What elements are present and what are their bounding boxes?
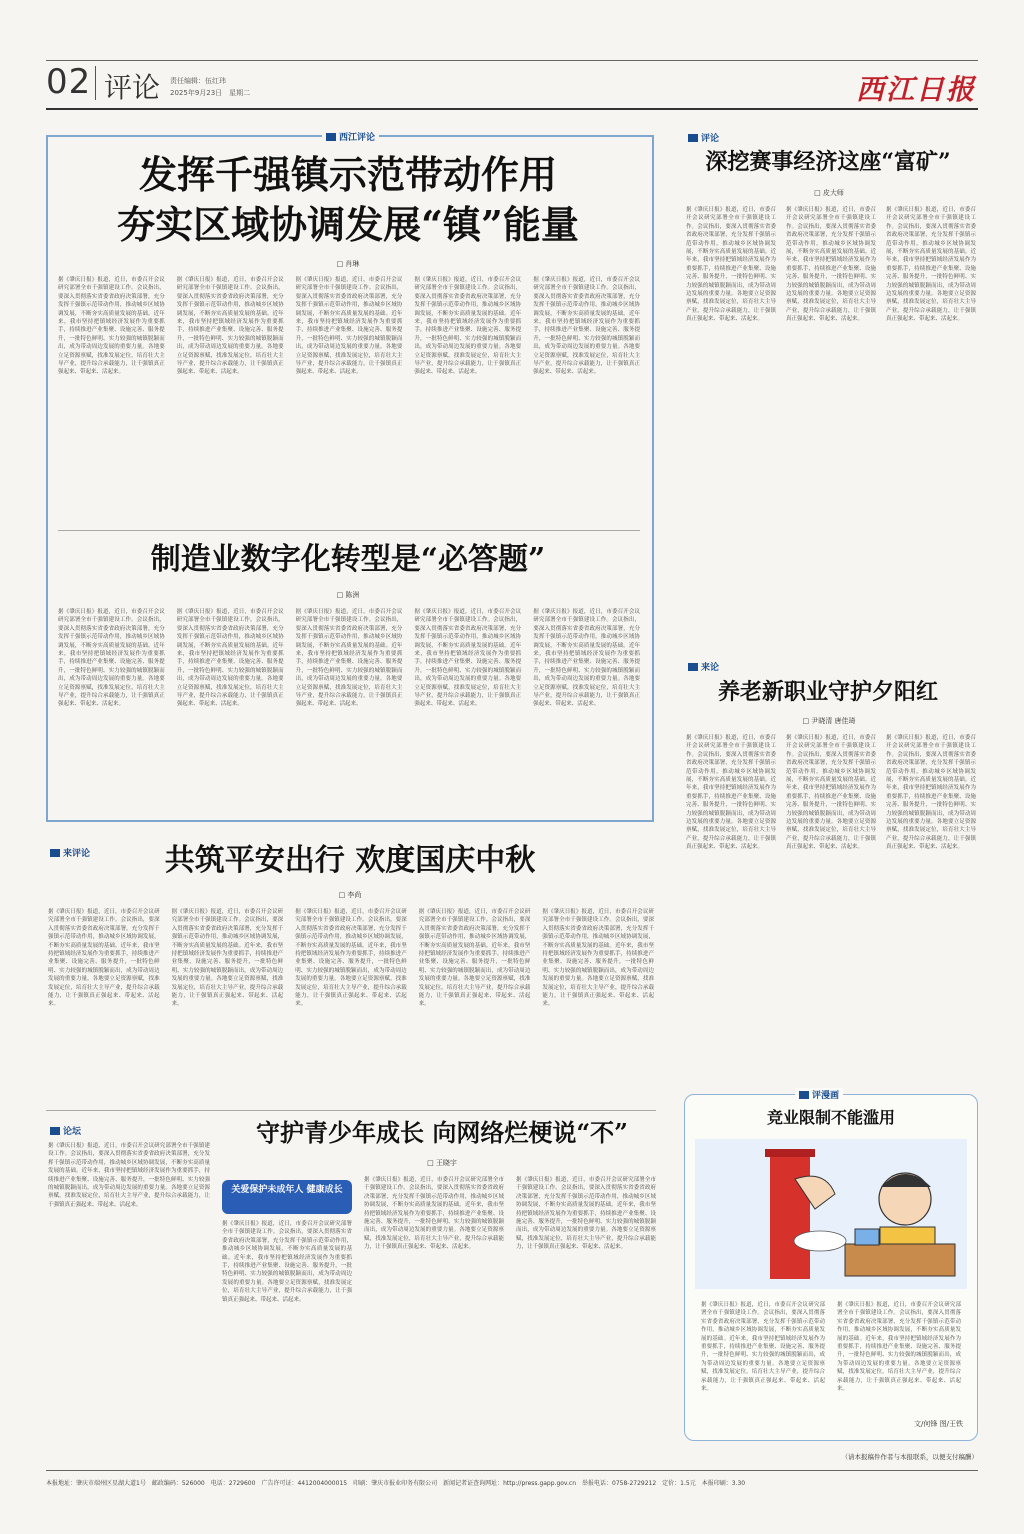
cartoon-title: 竞业限制不能滥用 bbox=[766, 1108, 895, 1127]
article-title-a6: 守护青少年成长 向网络烂梗说“不” bbox=[256, 1118, 628, 1147]
cartoon-credit: 文/何锋 图/王铁 bbox=[914, 1420, 963, 1428]
tag-square-icon bbox=[50, 1127, 60, 1135]
tag-square-icon bbox=[688, 134, 698, 142]
body-column: 据《肇庆日报》报道，近日，市委召开会议研究部署全市千强镇建设工作。会议指出，要深入贯彻落实省委省政府决策部署，充分发挥千强镇示范带动作用，推动城乡区域协调发展，不断夯实高质量发展的基础。近年来，我市坚持把镇域经济发展作为重要抓手，持续推进产业集聚、设施完善、服务提升，一批特色鲜明、实力较强的城镇脱颖而出，成为带动周边发展的重要力量。各地要立足资源禀赋，找准发展定位，培育壮大主导产业，提升综合承载能力，让千强镇真正强起来、带起来、活起来。 bbox=[786, 735, 876, 851]
body-column: 据《肇庆日报》报道，近日，市委召开会议研究部署全市千强镇建设工作。会议指出，要深入贯彻落实省委省政府决策部署，充分发挥千强镇示范带动作用，推动城乡区域协调发展，不断夯实高质量发展的基础。近年来，我市坚持把镇域经济发展作为重要抓手，持续推进产业集聚、设施完善、服务提升，一批特色鲜明、实力较强的城镇脱颖而出，成为带动周边发展的重要力量。各地要立足资源禀赋，找准发展定位，培育壮大主导产业，提升综合承载能力，让千强镇真正强起来、带起来、活起来。 bbox=[222, 1221, 352, 1303]
column-tag-a5-label: 来评论 bbox=[63, 849, 91, 859]
body-column: 据《肇庆日报》报道，近日，市委召开会议研究部署全市千强镇建设工作。会议指出，要深入贯彻落实省委省政府决策部署，充分发挥千强镇示范带动作用，推动城乡区域协调发展，不断夯实高质量发展的基础。近年来，我市坚持把镇域经济发展作为重要抓手，持续推进产业集聚、设施完善、服务提升，一批特色鲜明、实力较强的城镇脱颖而出，成为带动周边发展的重要力量。各地要立足资源禀赋，找准发展定位，培育壮大主导产业，提升综合承载能力，让千强镇真正强起来、带起来、活起来。 bbox=[176, 609, 284, 708]
column-tag-a1 bbox=[322, 130, 379, 143]
body-column: 据《肇庆日报》报道，近日，市委召开会议研究部署全市千强镇建设工作。会议指出，要深入贯彻落实省委省政府决策部署，充分发挥千强镇示范带动作用，推动城乡区域协调发展，不断夯实高质量发展的基础。近年来，我市坚持把镇域经济发展作为重要抓手，持续推进产业集聚、设施完善、服务提升，一批特色鲜明、实力较强的城镇脱颖而出，成为带动周边发展的重要力量。各地要立足资源禀赋，找准发展定位，培育壮大主导产业，提升综合承载能力，让千强镇真正强起来、带起来、活起来。 bbox=[48, 909, 160, 1008]
tag-square-icon bbox=[326, 133, 336, 141]
article-body-a6-under-banner bbox=[222, 1220, 352, 1462]
cartoon-illustration bbox=[695, 1139, 967, 1289]
section-name: 评论 bbox=[104, 71, 161, 104]
article-title-a3: 深挖赛事经济这座“富矿” bbox=[705, 149, 951, 175]
body-column: 据《肇庆日报》报道，近日，市委召开会议研究部署全市千强镇建设工作。会议指出，要深入贯彻落实省委省政府决策部署，充分发挥千强镇示范带动作用，推动城乡区域协调发展，不断夯实高质量发展的基础。近年来，我市坚持把镇域经济发展作为重要抓手，持续推进产业集聚、设施完善、服务提升，一批特色鲜明、实力较强的城镇脱颖而出，成为带动周边发展的重要力量。各地要立足资源禀赋，找准发展定位，培育壮大主导产业，提升综合承载能力，让千强镇真正强起来、带起来、活起来。 bbox=[886, 735, 976, 851]
article-body-a1 bbox=[58, 276, 640, 522]
column-tag-a6-label: 论坛 bbox=[63, 1127, 82, 1137]
article-body-a5 bbox=[48, 908, 654, 1100]
title-line-1: 发挥千强镇示范带动作用 bbox=[138, 152, 557, 197]
column-tag-a1-label: 西江评论 bbox=[339, 133, 376, 143]
body-column: 据《肇庆日报》报道，近日，市委召开会议研究部署全市千强镇建设工作。会议指出，要深入贯彻落实省委省政府决策部署，充分发挥千强镇示范带动作用，推动城乡区域协调发展，不断夯实高质量发展的基础。近年来，我市坚持把镇域经济发展作为重要抓手，持续推进产业集聚、设施完善、服务提升，一批特色鲜明、实力较强的城镇脱颖而出，成为带动周边发展的重要力量。各地要立足资源禀赋，找准发展定位，培育壮大主导产业，提升综合承载能力，让千强镇真正强起来、带起来、活起来。 bbox=[686, 207, 776, 323]
campaign-banner: 关爱保护未成年人 健康成长 bbox=[222, 1180, 352, 1214]
body-column: 据《肇庆日报》报道，近日，市委召开会议研究部署全市千强镇建设工作。会议指出，要深入贯彻落实省委省政府决策部署，充分发挥千强镇示范带动作用，推动城乡区域协调发展，不断夯实高质量发展的基础。近年来，我市坚持把镇域经济发展作为重要抓手，持续推进产业集聚、设施完善、服务提升，一批特色鲜明、实力较强的城镇脱颖而出，成为带动周边发展的重要力量。各地要立足资源禀赋，找准发展定位，培育壮大主导产业，提升综合承载能力，让千强镇真正强起来、带起来、活起来。 bbox=[171, 909, 284, 1008]
body-column: 据《肇庆日报》报道，近日，市委召开会议研究部署全市千强镇建设工作。会议指出，要深入贯彻落实省委省政府决策部署，充分发挥千强镇示范带动作用，推动城乡区域协调发展，不断夯实高质量发展的基础。近年来，我市坚持把镇域经济发展作为重要抓手，持续推进产业集聚、设施完善、服务提升，一批特色鲜明、实力较强的城镇脱颖而出，成为带动周边发展的重要力量。各地要立足资源禀赋，找准发展定位，培育壮大主导产业，提升综合承载能力，让千强镇真正强起来、带起来、活起来。 bbox=[533, 277, 640, 376]
footer-info: 本报地址：肇庆市端州区星湖大道1号 邮政编码：526000 电话：2729600 广告许可证：4412004000015 印刷：肇庆市报业印务有限公司 新闻记者证查询网址：http://press.gapp.gov.cn 举报电话：0758-2729212 定价：1.5元 本报印刷：3.30 bbox=[46, 1480, 746, 1487]
body-column: 据《肇庆日报》报道，近日，市委召开会议研究部署全市千强镇建设工作。会议指出，要深入贯彻落实省委省政府决策部署，充分发挥千强镇示范带动作用，推动城乡区域协调发展，不断夯实高质量发展的基础。近年来，我市坚持把镇域经济发展作为重要抓手，持续推进产业集聚、设施完善、服务提升，一批特色鲜明、实力较强的城镇脱颖而出，成为带动周边发展的重要力量。各地要立足资源禀赋，找准发展定位，培育壮大主导产业，提升综合承载能力，让千强镇真正强起来、带起来、活起来。 bbox=[516, 1177, 656, 1251]
byline-a6: □ 王晓宇 bbox=[427, 1159, 457, 1167]
byline-a2: □ 陈洲 bbox=[336, 591, 360, 599]
title-line-2: 夯实区域协调发展“镇”能量 bbox=[117, 202, 579, 247]
byline-a4: □ 尹晓清 唐佳琦 bbox=[802, 717, 856, 725]
article-body-a3 bbox=[686, 206, 976, 638]
editor-line: 责任编辑：伍红玮 bbox=[170, 77, 226, 85]
date-line: 2025年9月23日 星期二 bbox=[170, 89, 251, 97]
body-column: 据《肇庆日报》报道，近日，市委召开会议研究部署全市千强镇建设工作。会议指出，要深入贯彻落实省委省政府决策部署，充分发挥千强镇示范带动作用，推动城乡区域协调发展，不断夯实高质量发展的基础。近年来，我市坚持把镇域经济发展作为重要抓手，持续推进产业集聚、设施完善、服务提升，一批特色鲜明、实力较强的城镇脱颖而出，成为带动周边发展的重要力量。各地要立足资源禀赋，找准发展定位，培育壮大主导产业，提升综合承载能力，让千强镇真正强起来、带起来、活起来。 bbox=[686, 735, 776, 851]
tag-square-icon bbox=[799, 1091, 809, 1099]
body-column: 据《肇庆日报》报道，近日，市委召开会议研究部署全市千强镇建设工作。会议指出，要深入贯彻落实省委省政府决策部署，充分发挥千强镇示范带动作用，推动城乡区域协调发展，不断夯实高质量发展的基础。近年来，我市坚持把镇域经济发展作为重要抓手，持续推进产业集聚、设施完善、服务提升，一批特色鲜明、实力较强的城镇脱颖而出，成为带动周边发展的重要力量。各地要立足资源禀赋，找准发展定位，培育壮大主导产业，提升综合承载能力，让千强镇真正强起来、带起来、活起来。 bbox=[58, 277, 165, 376]
header-rule bbox=[46, 108, 978, 110]
body-column: 据《肇庆日报》报道，近日，市委召开会议研究部署全市千强镇建设工作。会议指出，要深入贯彻落实省委省政府决策部署，充分发挥千强镇示范带动作用，推动城乡区域协调发展，不断夯实高质量发展的基础。近年来，我市坚持把镇域经济发展作为重要抓手，持续推进产业集聚、设施完善、服务提升，一批特色鲜明、实力较强的城镇脱颖而出，成为带动周边发展的重要力量。各地要立足资源禀赋，找准发展定位，培育壮大主导产业，提升综合承载能力，让千强镇真正强起来、带起来、活起来。 bbox=[886, 207, 976, 323]
body-column: 据《肇庆日报》报道，近日，市委召开会议研究部署全市千强镇建设工作。会议指出，要深入贯彻落实省委省政府决策部署，充分发挥千强镇示范带动作用，推动城乡区域协调发展，不断夯实高质量发展的基础。近年来，我市坚持把镇域经济发展作为重要抓手，持续推进产业集聚、设施完善、服务提升，一批特色鲜明、实力较强的城镇脱颖而出，成为带动周边发展的重要力量。各地要立足资源禀赋，找准发展定位，培育壮大主导产业，提升综合承载能力，让千强镇真正强起来、带起来、活起来。 bbox=[295, 277, 403, 376]
byline-a1: □ 肖琳 bbox=[336, 260, 360, 268]
column-tag-a6 bbox=[46, 1124, 85, 1137]
column-tag-a5 bbox=[46, 846, 94, 859]
body-column: 据《肇庆日报》报道，近日，市委召开会议研究部署全市千强镇建设工作。会议指出，要深入贯彻落实省委省政府决策部署，充分发挥千强镇示范带动作用，推动城乡区域协调发展，不断夯实高质量发展的基础。近年来，我市坚持把镇域经济发展作为重要抓手，持续推进产业集聚、设施完善、服务提升，一批特色鲜明、实力较强的城镇脱颖而出，成为带动周边发展的重要力量。各地要立足资源禀赋，找准发展定位，培育壮大主导产业，提升综合承载能力，让千强镇真正强起来、带起来、活起来。 bbox=[418, 909, 531, 1008]
column-tag-a4-label: 来论 bbox=[701, 663, 720, 673]
column-tag-a3-label: 评论 bbox=[701, 134, 720, 144]
masthead-logo: 西江日报 bbox=[855, 73, 976, 106]
body-column: 据《肇庆日报》报道，近日，市委召开会议研究部署全市千强镇建设工作。会议指出，要深入贯彻落实省委省政府决策部署，充分发挥千强镇示范带动作用，推动城乡区域协调发展，不断夯实高质量发展的基础。近年来，我市坚持把镇域经济发展作为重要抓手，持续推进产业集聚、设施完善、服务提升，一批特色鲜明、实力较强的城镇脱颖而出，成为带动周边发展的重要力量。各地要立足资源禀赋，找准发展定位，培育壮大主导产业，提升综合承载能力，让千强镇真正强起来、带起来、活起来。 bbox=[295, 909, 407, 1008]
article-title-a2: 制造业数字化转型是“必答题” bbox=[150, 542, 546, 577]
body-column: 据《肇庆日报》报道，近日，市委召开会议研究部署全市千强镇建设工作。会议指出，要深入贯彻落实省委省政府决策部署，充分发挥千强镇示范带动作用，推动城乡区域协调发展，不断夯实高质量发展的基础。近年来，我市坚持把镇域经济发展作为重要抓手，持续推进产业集聚、设施完善、服务提升，一批特色鲜明、实力较强的城镇脱颖而出，成为带动周边发展的重要力量。各地要立足资源禀赋，找准发展定位，培育壮大主导产业，提升综合承载能力，让千强镇真正强起来、带起来、活起来。 bbox=[533, 609, 640, 708]
body-column: 据《肇庆日报》报道，近日，市委召开会议研究部署全市千强镇建设工作。会议指出，要深入贯彻落实省委省政府决策部署，充分发挥千强镇示范带动作用，推动城乡区域协调发展，不断夯实高质量发展的基础。近年来，我市坚持把镇域经济发展作为重要抓手，持续推进产业集聚、设施完善、服务提升，一批特色鲜明、实力较强的城镇脱颖而出，成为带动周边发展的重要力量。各地要立足资源禀赋，找准发展定位，培育壮大主导产业，提升综合承载能力，让千强镇真正强起来、带起来、活起来。 bbox=[786, 207, 876, 323]
cartoon-panel bbox=[684, 1091, 978, 1441]
column-tag-a7-label: 评漫画 bbox=[812, 1091, 840, 1101]
body-column: 据《肇庆日报》报道，近日，市委召开会议研究部署全市千强镇建设工作。会议指出，要深入贯彻落实省委省政府决策部署，充分发挥千强镇示范带动作用，推动城乡区域协调发展，不断夯实高质量发展的基础。近年来，我市坚持把镇域经济发展作为重要抓手，持续推进产业集聚、设施完善、服务提升，一批特色鲜明、实力较强的城镇脱颖而出，成为带动周边发展的重要力量。各地要立足资源禀赋，找准发展定位，培育壮大主导产业，提升综合承载能力，让千强镇真正强起来、带起来、活起来。 bbox=[176, 277, 284, 376]
body-column: 据《肇庆日报》报道，近日，市委召开会议研究部署全市千强镇建设工作。会议指出，要深入贯彻落实省委省政府决策部署，充分发挥千强镇示范带动作用，推动城乡区域协调发展，不断夯实高质量发展的基础。近年来，我市坚持把镇域经济发展作为重要抓手，持续推进产业集聚、设施完善、服务提升，一批特色鲜明、实力较强的城镇脱颖而出，成为带动周边发展的重要力量。各地要立足资源禀赋，找准发展定位，培育壮大主导产业，提升综合承载能力，让千强镇真正强起来、带起来、活起来。 bbox=[542, 909, 654, 1008]
article-title-a5: 共筑平安出行 欢度国庆中秋 bbox=[164, 843, 536, 878]
divider bbox=[46, 1110, 656, 1111]
footer-rule bbox=[46, 1470, 978, 1471]
byline-a3: □ 皮大师 bbox=[814, 189, 844, 197]
body-column: 据《肇庆日报》报道，近日，市委召开会议研究部署全市千强镇建设工作。会议指出，要深入贯彻落实省委省政府决策部署，充分发挥千强镇示范带动作用，推动城乡区域协调发展，不断夯实高质量发展的基础。近年来，我市坚持把镇域经济发展作为重要抓手，持续推进产业集聚、设施完善、服务提升，一批特色鲜明、实力较强的城镇脱颖而出，成为带动周边发展的重要力量。各地要立足资源禀赋，找准发展定位，培育壮大主导产业，提升综合承载能力，让千强镇真正强起来、带起来、活起来。 bbox=[414, 277, 522, 376]
body-column: 据《肇庆日报》报道，近日，市委召开会议研究部署全市千强镇建设工作。会议指出，要深入贯彻落实省委省政府决策部署，充分发挥千强镇示范带动作用，推动城乡区域协调发展，不断夯实高质量发展的基础。近年来，我市坚持把镇域经济发展作为重要抓手，持续推进产业集聚、设施完善、服务提升，一批特色鲜明、实力较强的城镇脱颖而出，成为带动周边发展的重要力量。各地要立足资源禀赋，找准发展定位，培育壮大主导产业，提升综合承载能力，让千强镇真正强起来、带起来、活起来。 bbox=[837, 1302, 961, 1393]
top-rule bbox=[46, 60, 978, 61]
contributor-note: （请本报稿件作者与本报联系，以便支付稿酬） bbox=[841, 1453, 978, 1461]
column-tag-a4 bbox=[684, 660, 723, 673]
header-divider bbox=[95, 66, 96, 100]
body-column: 据《肇庆日报》报道，近日，市委召开会议研究部署全市千强镇建设工作。会议指出，要深入贯彻落实省委省政府决策部署，充分发挥千强镇示范带动作用，推动城乡区域协调发展，不断夯实高质量发展的基础。近年来，我市坚持把镇域经济发展作为重要抓手，持续推进产业集聚、设施完善、服务提升，一批特色鲜明、实力较强的城镇脱颖而出，成为带动周边发展的重要力量。各地要立足资源禀赋，找准发展定位，培育壮大主导产业，提升综合承载能力，让千强镇真正强起来、带起来、活起来。 bbox=[701, 1302, 825, 1393]
byline-a5: □ 李尚 bbox=[338, 891, 362, 899]
column-tag-a3 bbox=[684, 131, 723, 144]
tag-square-icon bbox=[688, 663, 698, 671]
article-title-a4: 养老新职业守护夕阳红 bbox=[717, 679, 938, 705]
article-title-a1 bbox=[60, 150, 636, 250]
cartoon-caption bbox=[701, 1301, 961, 1411]
article-body-a2 bbox=[58, 608, 640, 808]
article-body-a4 bbox=[686, 734, 976, 1064]
article-body-a6-left bbox=[48, 1142, 210, 1462]
column-tag-a7 bbox=[795, 1088, 843, 1101]
body-column: 据《肇庆日报》报道，近日，市委召开会议研究部署全市千强镇建设工作。会议指出，要深入贯彻落实省委省政府决策部署，充分发挥千强镇示范带动作用，推动城乡区域协调发展，不断夯实高质量发展的基础。近年来，我市坚持把镇域经济发展作为重要抓手，持续推进产业集聚、设施完善、服务提升，一批特色鲜明、实力较强的城镇脱颖而出，成为带动周边发展的重要力量。各地要立足资源禀赋，找准发展定位，培育壮大主导产业，提升综合承载能力，让千强镇真正强起来、带起来、活起来。 bbox=[48, 1143, 210, 1208]
page-number: 02 bbox=[46, 62, 92, 102]
divider bbox=[58, 530, 640, 531]
tag-square-icon bbox=[50, 849, 60, 857]
article-body-a6-right bbox=[364, 1176, 656, 1462]
body-column: 据《肇庆日报》报道，近日，市委召开会议研究部署全市千强镇建设工作。会议指出，要深入贯彻落实省委省政府决策部署，充分发挥千强镇示范带动作用，推动城乡区域协调发展，不断夯实高质量发展的基础。近年来，我市坚持把镇域经济发展作为重要抓手，持续推进产业集聚、设施完善、服务提升，一批特色鲜明、实力较强的城镇脱颖而出，成为带动周边发展的重要力量。各地要立足资源禀赋，找准发展定位，培育壮大主导产业，提升综合承载能力，让千强镇真正强起来、带起来、活起来。 bbox=[295, 609, 403, 708]
body-column: 据《肇庆日报》报道，近日，市委召开会议研究部署全市千强镇建设工作。会议指出，要深入贯彻落实省委省政府决策部署，充分发挥千强镇示范带动作用，推动城乡区域协调发展，不断夯实高质量发展的基础。近年来，我市坚持把镇域经济发展作为重要抓手，持续推进产业集聚、设施完善、服务提升，一批特色鲜明、实力较强的城镇脱颖而出，成为带动周边发展的重要力量。各地要立足资源禀赋，找准发展定位，培育壮大主导产业，提升综合承载能力，让千强镇真正强起来、带起来、活起来。 bbox=[58, 609, 165, 708]
body-column: 据《肇庆日报》报道，近日，市委召开会议研究部署全市千强镇建设工作。会议指出，要深入贯彻落实省委省政府决策部署，充分发挥千强镇示范带动作用，推动城乡区域协调发展，不断夯实高质量发展的基础。近年来，我市坚持把镇域经济发展作为重要抓手，持续推进产业集聚、设施完善、服务提升，一批特色鲜明、实力较强的城镇脱颖而出，成为带动周边发展的重要力量。各地要立足资源禀赋，找准发展定位，培育壮大主导产业，提升综合承载能力，让千强镇真正强起来、带起来、活起来。 bbox=[364, 1177, 504, 1251]
body-column: 据《肇庆日报》报道，近日，市委召开会议研究部署全市千强镇建设工作。会议指出，要深入贯彻落实省委省政府决策部署，充分发挥千强镇示范带动作用，推动城乡区域协调发展，不断夯实高质量发展的基础。近年来，我市坚持把镇域经济发展作为重要抓手，持续推进产业集聚、设施完善、服务提升，一批特色鲜明、实力较强的城镇脱颖而出，成为带动周边发展的重要力量。各地要立足资源禀赋，找准发展定位，培育壮大主导产业，提升综合承载能力，让千强镇真正强起来、带起来、活起来。 bbox=[414, 609, 522, 708]
